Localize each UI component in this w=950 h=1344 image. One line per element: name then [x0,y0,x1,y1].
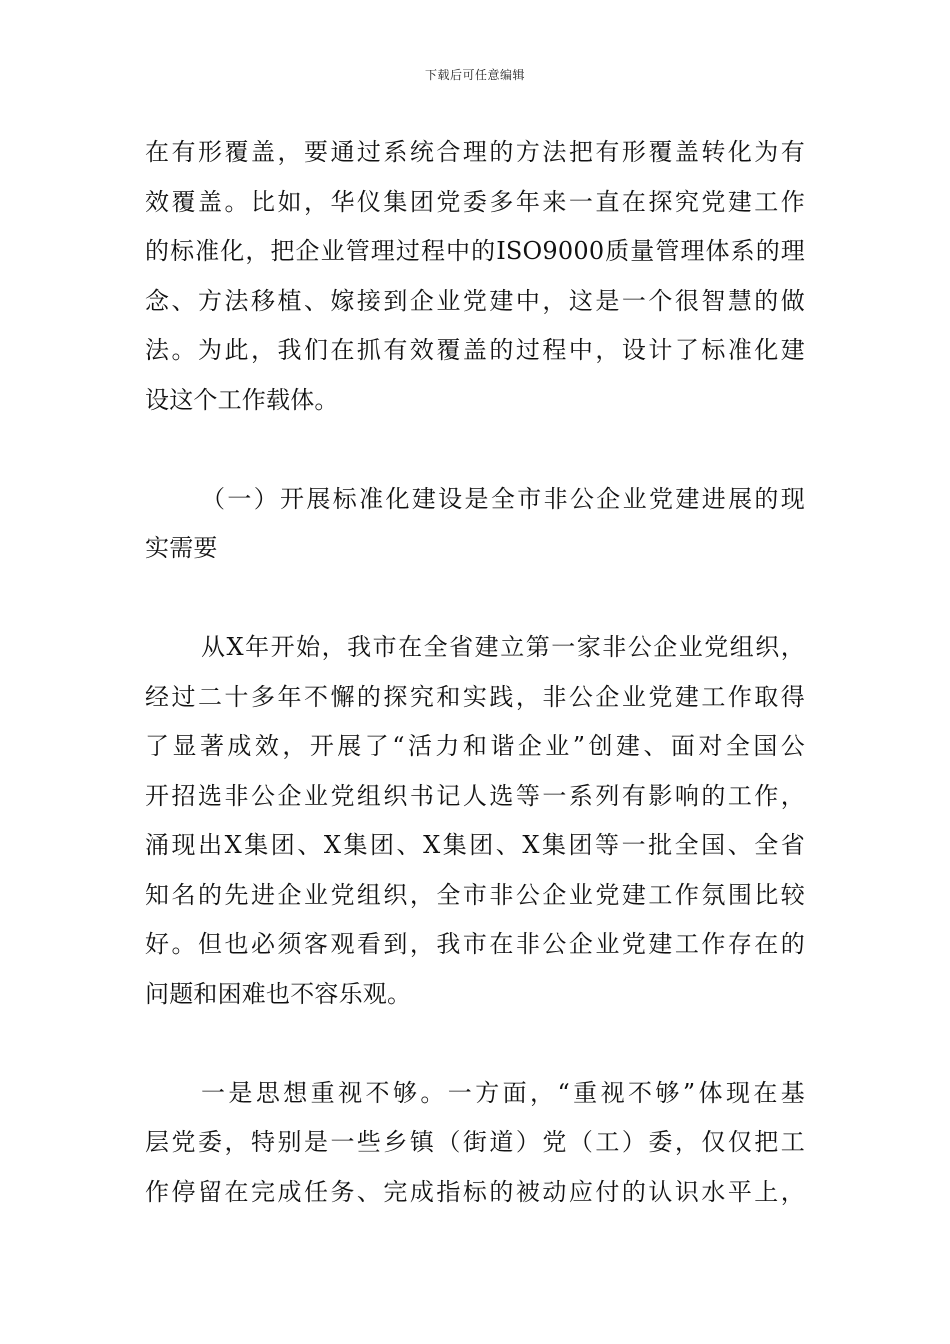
text-line: 作停留在完成任务、完成指标的被动应付的认识水平上， [145,1177,805,1206]
text-line: 涌现出X集团、X集团、X集团、X集团等一批全国、全省 [145,831,805,859]
text-line: 念、方法移植、嫁接到企业党建中，这是一个很智慧的做 [145,286,805,315]
text-line: 开招选非公企业党组织书记人选等一系列有影响的工作， [145,781,805,810]
heading-line: 实需要 [145,534,218,562]
paragraph-insufficient-attention [145,1069,805,1218]
text-line: 经过二十多年不懈的探究和实践，非公企业党建工作取得 [145,682,805,711]
text-line: 的标准化，把企业管理过程中的ISO9000质量管理体系的理 [145,237,805,265]
page-header: 下载后可任意编辑 [424,68,525,82]
text-line: 问题和困难也不容乐观。 [145,979,412,1008]
heading-line: （一）开展标准化建设是全市非公企业党建进展的现 [201,484,805,513]
paragraph-effective-coverage [145,128,805,425]
text-line: 设这个工作载体。 [145,385,339,414]
text-line: 法。为此，我们在抓有效覆盖的过程中，设计了标准化建 [145,336,805,364]
document-body [145,128,805,1217]
text-line: 知名的先进企业党组织，全市非公企业党建工作氛围比较 [145,880,805,909]
section-heading [145,475,805,574]
text-line: 了显著成效，开展了“活力和谐企业”创建、面对全国公 [145,732,805,760]
text-line: 层党委，特别是一些乡镇（街道）党（工）委，仅仅把工 [145,1128,805,1156]
text-line: 一是思想重视不够。一方面，“重视不够”体现在基 [201,1078,805,1107]
text-line: 在有形覆盖，要通过系统合理的方法把有形覆盖转化为有 [145,138,805,166]
paragraph-party-building-history [145,623,805,1019]
text-line: 从X年开始，我市在全省建立第一家非公企业党组织， [201,633,805,661]
text-line: 效覆盖。比如，华仪集团党委多年来一直在探究党建工作 [145,187,805,216]
text-line: 好。但也必须客观看到，我市在非公企业党建工作存在的 [145,930,805,958]
